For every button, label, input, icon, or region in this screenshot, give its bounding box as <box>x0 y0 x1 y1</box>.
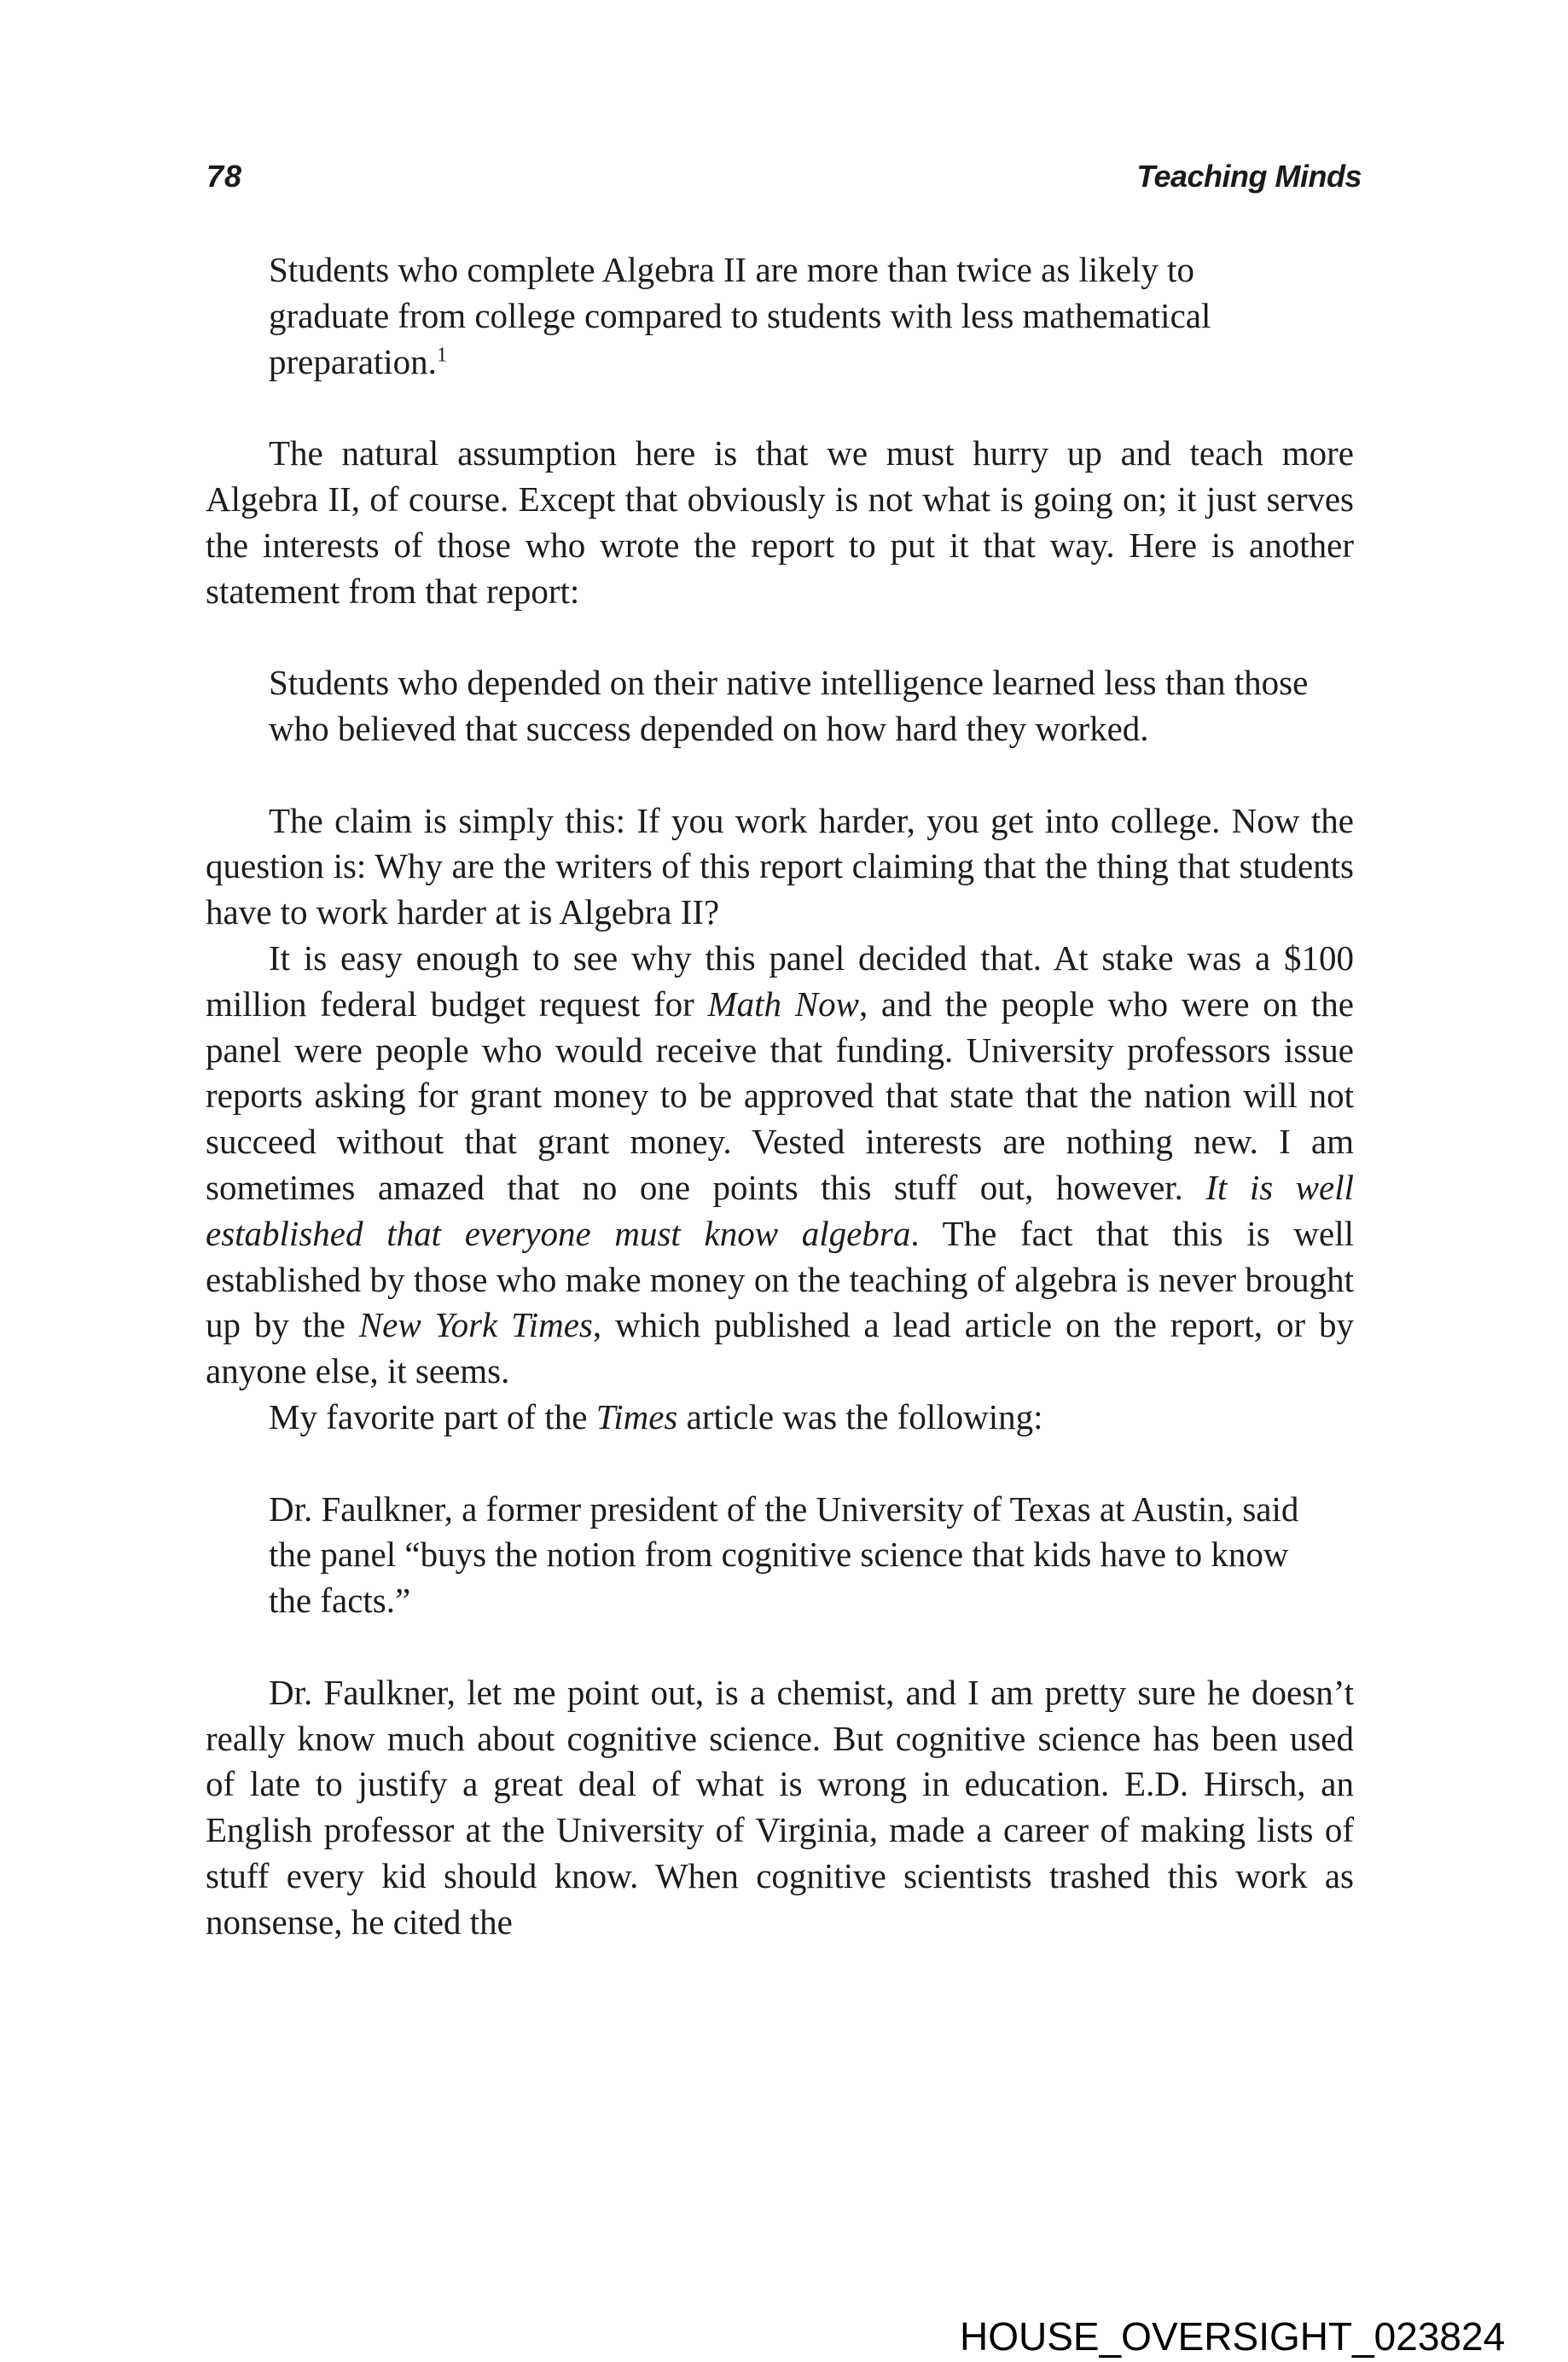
paragraph: The claim is simply this: If you work harder, you get into college. Now the question is: Why are the writers of this report claiming that the thing that students have to work harder at is Algebra II? <box>206 800 1354 932</box>
block-quote-text: Students who depended on their native intelligence learned less than those who believed that success depended on how hard they worked. <box>269 663 1309 748</box>
bates-stamp: HOUSE_OVERSIGHT_023824 <box>960 2314 1506 2359</box>
block-quote-1 <box>206 247 1354 385</box>
italic-emphasis: It is well established that everyone must know algebra <box>206 1167 1355 1253</box>
block-quote-text: Students who complete Algebra II are more than twice as likely to graduate from college compared to students with less mathematical preparation. <box>269 250 1211 381</box>
block-quote-2 <box>206 660 1354 752</box>
footnote-reference: 1 <box>436 343 447 366</box>
paragraph: It is easy enough to see why this panel decided that. At stake was a $100 million federal budget request for Math Now, and the people who were on the panel were people who would receive that funding. University professors issue reports asking for grant money to be approved that state that the nation will not succeed without that grant money. Vested interests are nothing new. I am sometimes amazed that no one points this stuff out, however. It is well established that everyone must know algebra. The fact that this is well established by those who make money on the teaching of algebra is never brought up by the New York Times, which published a lead article on the report, or by anyone else, it seems. <box>206 937 1355 1391</box>
book-title: Teaching Minds <box>1136 159 1362 194</box>
running-header <box>206 159 1362 198</box>
paragraph: Dr. Faulkner, let me point out, is a chemist, and I am pretty sure he doesn’t really know much about cognitive science. But cognitive science has been used of late to justify a great deal of what is wrong in education. E.D. Hirsch, an English professor at the University of Virginia, made a career of making lists of stuff every kid should know. When cognitive scientists trashed this work as nonsense, he cited the <box>206 1672 1354 1941</box>
block-quote-3 <box>206 1487 1354 1624</box>
paragraph: My favorite part of the Times article was the following: <box>269 1396 1043 1436</box>
italic-title: Times <box>595 1396 678 1436</box>
paragraph: The natural assumption here is that we must hurry up and teach more Algebra II, of course. Except that obviously is not what is going on; it just serves the interests of those who wrote the report to put it that way. Here is another statement from that report: <box>206 433 1354 611</box>
page-number: 78 <box>206 159 243 194</box>
block-quote-text: Dr. Faulkner, a former president of the University of Texas at Austin, said the panel “buys the notion from cognitive science that kids have to know the facts.” <box>269 1489 1299 1621</box>
page-body <box>206 247 1354 1945</box>
italic-title: Math Now <box>707 984 859 1024</box>
italic-title: New York Times <box>358 1305 593 1345</box>
